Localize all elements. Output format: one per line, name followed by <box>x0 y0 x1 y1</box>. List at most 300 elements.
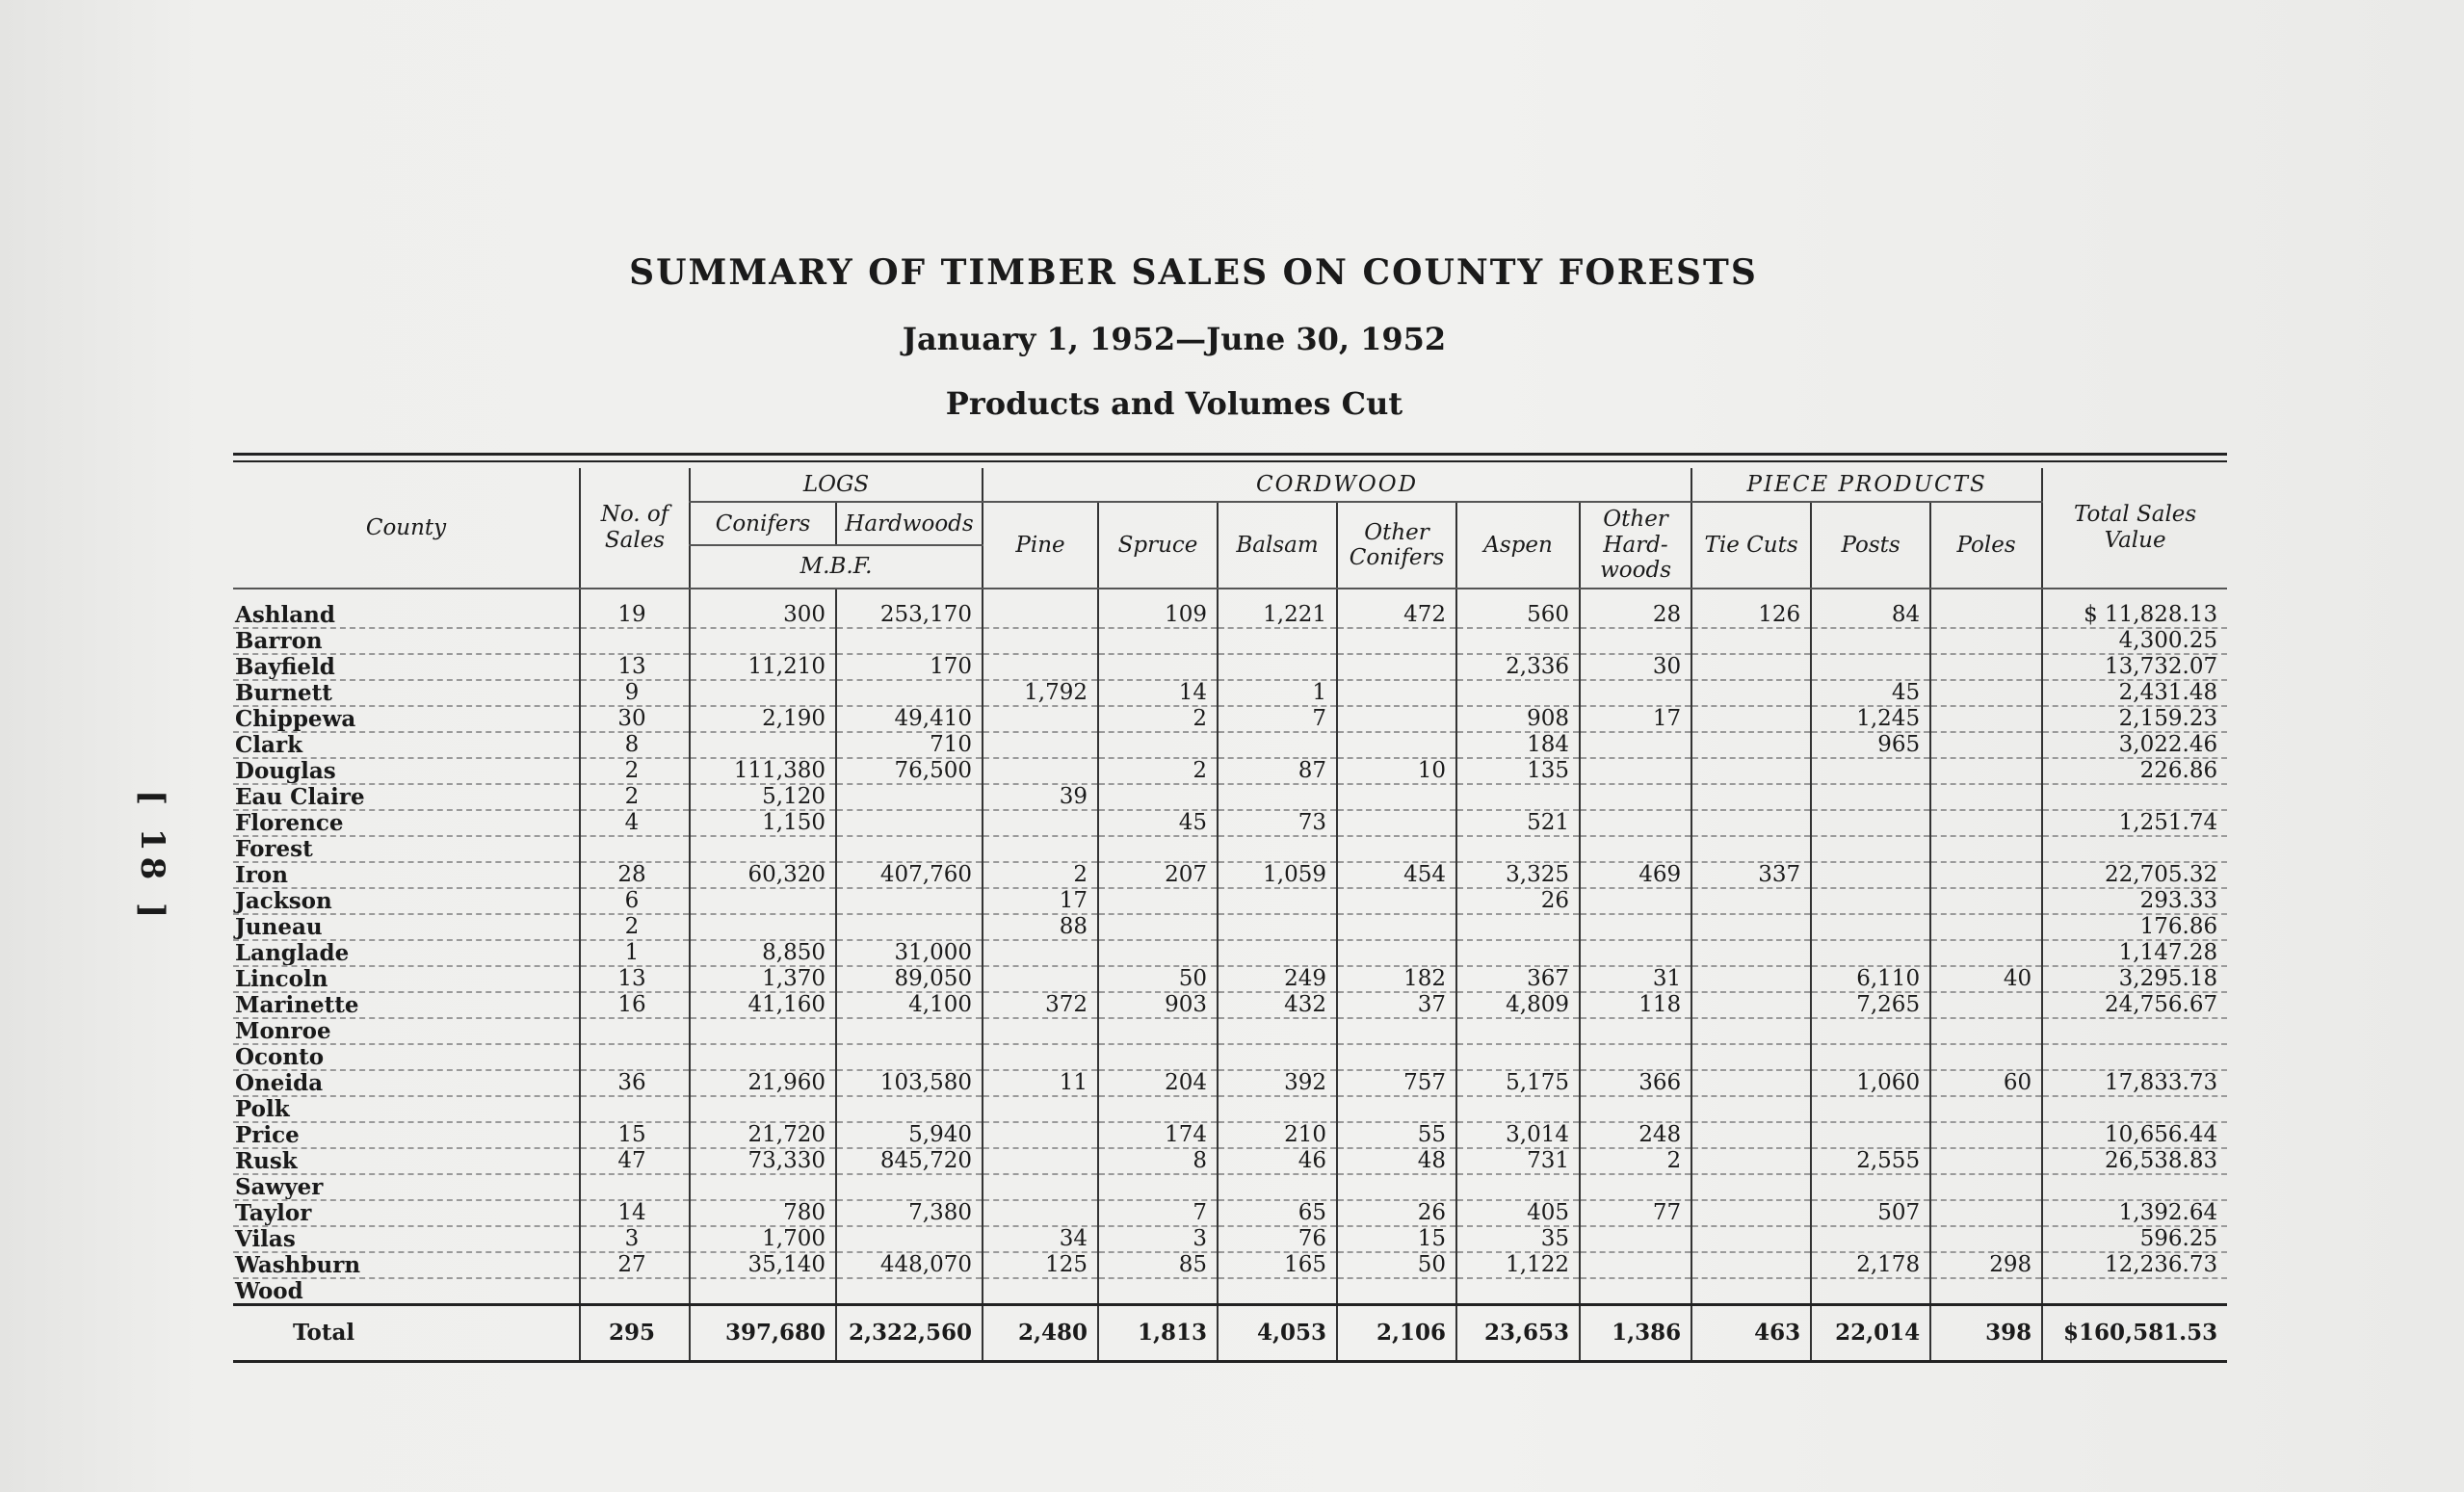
cell-log-conifers: 21,960 <box>690 1070 836 1096</box>
cell-poles <box>1930 1018 2042 1044</box>
cell-pine <box>983 1200 1098 1226</box>
cell-value: 293.33 <box>2042 888 2227 914</box>
cell-tie-cuts <box>1691 758 1811 784</box>
total-other-hardwoods: 1,386 <box>1580 1304 1691 1361</box>
cell-tie-cuts <box>1691 1044 1811 1070</box>
cell-sales: 2 <box>580 784 690 810</box>
cell-pine <box>983 1122 1098 1148</box>
cell-value <box>2042 1174 2227 1200</box>
table-row <box>233 1018 2227 1044</box>
cell-log-hardwoods <box>836 1096 983 1122</box>
cell-log-conifers: 73,330 <box>690 1148 836 1174</box>
cell-sales <box>580 628 690 654</box>
col-header-other-hardwoods: Other Hard- woods <box>1580 502 1691 588</box>
cell-log-hardwoods <box>836 1226 983 1252</box>
cell-posts <box>1811 862 1930 888</box>
cell-county: Price <box>233 1122 580 1148</box>
cell-other-hardwoods <box>1580 628 1691 654</box>
col-header-log-conifers: Conifers <box>690 502 836 545</box>
cell-aspen <box>1456 784 1580 810</box>
cell-posts <box>1811 1174 1930 1200</box>
cell-spruce <box>1098 1278 1218 1305</box>
cell-sales <box>580 1096 690 1122</box>
cell-poles <box>1930 1148 2042 1174</box>
cell-poles <box>1930 628 2042 654</box>
cell-posts: 2,555 <box>1811 1148 1930 1174</box>
cell-pine <box>983 940 1098 966</box>
top-double-rule-upper <box>233 453 2227 456</box>
cell-county: Ashland <box>233 589 580 628</box>
cell-value: 1,147.28 <box>2042 940 2227 966</box>
cell-pine <box>983 810 1098 836</box>
cell-spruce: 109 <box>1098 589 1218 628</box>
cell-log-hardwoods <box>836 1044 983 1070</box>
col-header-poles: Poles <box>1930 502 2042 588</box>
cell-log-hardwoods <box>836 810 983 836</box>
cell-log-conifers <box>690 1044 836 1070</box>
cell-pine <box>983 1018 1098 1044</box>
total-pine: 2,480 <box>983 1304 1098 1361</box>
table-row <box>233 589 2227 628</box>
cell-other-hardwoods: 2 <box>1580 1148 1691 1174</box>
cell-spruce: 2 <box>1098 706 1218 732</box>
table-row <box>233 732 2227 758</box>
cell-balsam <box>1218 1018 1337 1044</box>
cell-county: Florence <box>233 810 580 836</box>
table-row <box>233 1200 2227 1226</box>
cell-other-conifers <box>1337 914 1456 940</box>
cell-log-conifers <box>690 628 836 654</box>
total-sales: 295 <box>580 1304 690 1361</box>
cell-sales <box>580 1278 690 1305</box>
cell-other-conifers <box>1337 1174 1456 1200</box>
cell-tie-cuts <box>1691 1226 1811 1252</box>
table-row <box>233 862 2227 888</box>
total-spruce: 1,813 <box>1098 1304 1218 1361</box>
cell-log-hardwoods <box>836 836 983 862</box>
cell-balsam: 87 <box>1218 758 1337 784</box>
table-row <box>233 1226 2227 1252</box>
cell-posts: 507 <box>1811 1200 1930 1226</box>
cell-posts <box>1811 654 1930 680</box>
col-header-county: County <box>233 468 580 589</box>
cell-balsam <box>1218 1044 1337 1070</box>
cell-aspen: 1,122 <box>1456 1252 1580 1278</box>
cell-sales: 14 <box>580 1200 690 1226</box>
table-row <box>233 888 2227 914</box>
cell-other-hardwoods: 469 <box>1580 862 1691 888</box>
cell-log-hardwoods: 7,380 <box>836 1200 983 1226</box>
cell-posts: 965 <box>1811 732 1930 758</box>
cell-tie-cuts <box>1691 810 1811 836</box>
cell-other-hardwoods <box>1580 836 1691 862</box>
cell-tie-cuts <box>1691 628 1811 654</box>
cell-tie-cuts <box>1691 940 1811 966</box>
cell-posts <box>1811 940 1930 966</box>
cell-county: Juneau <box>233 914 580 940</box>
cell-poles <box>1930 589 2042 628</box>
cell-spruce <box>1098 1174 1218 1200</box>
cell-sales: 19 <box>580 589 690 628</box>
cell-other-hardwoods <box>1580 1096 1691 1122</box>
cell-aspen: 184 <box>1456 732 1580 758</box>
cell-balsam <box>1218 940 1337 966</box>
cell-spruce <box>1098 1096 1218 1122</box>
cell-aspen: 135 <box>1456 758 1580 784</box>
cell-poles <box>1930 654 2042 680</box>
cell-other-conifers: 10 <box>1337 758 1456 784</box>
cell-spruce: 45 <box>1098 810 1218 836</box>
cell-posts <box>1811 1278 1930 1305</box>
document-subtitle: Products and Volumes Cut <box>945 385 1403 422</box>
cell-poles <box>1930 758 2042 784</box>
cell-other-conifers <box>1337 1044 1456 1070</box>
page-number: [ 18 ] <box>133 790 171 925</box>
cell-log-conifers: 60,320 <box>690 862 836 888</box>
cell-aspen: 908 <box>1456 706 1580 732</box>
cell-log-hardwoods: 89,050 <box>836 966 983 992</box>
cell-spruce: 2 <box>1098 758 1218 784</box>
cell-other-hardwoods <box>1580 914 1691 940</box>
cell-aspen <box>1456 940 1580 966</box>
cell-spruce <box>1098 1018 1218 1044</box>
cell-tie-cuts <box>1691 732 1811 758</box>
cell-log-conifers: 780 <box>690 1200 836 1226</box>
cell-aspen: 521 <box>1456 810 1580 836</box>
cell-aspen: 4,809 <box>1456 992 1580 1018</box>
cell-other-conifers <box>1337 836 1456 862</box>
cell-poles <box>1930 914 2042 940</box>
cell-log-conifers: 111,380 <box>690 758 836 784</box>
cell-tie-cuts: 126 <box>1691 589 1811 628</box>
cell-spruce: 3 <box>1098 1226 1218 1252</box>
cell-county: Marinette <box>233 992 580 1018</box>
group-header-cordwood: CORDWOOD <box>983 468 1691 502</box>
cell-tie-cuts <box>1691 1018 1811 1044</box>
cell-other-conifers: 48 <box>1337 1148 1456 1174</box>
cell-balsam: 65 <box>1218 1200 1337 1226</box>
cell-balsam: 392 <box>1218 1070 1337 1096</box>
cell-posts <box>1811 914 1930 940</box>
cell-balsam: 76 <box>1218 1226 1337 1252</box>
table-row <box>233 940 2227 966</box>
cell-pine: 11 <box>983 1070 1098 1096</box>
cell-aspen: 5,175 <box>1456 1070 1580 1096</box>
cell-other-conifers <box>1337 732 1456 758</box>
cell-log-hardwoods <box>836 1278 983 1305</box>
group-header-piece-products: PIECE PRODUCTS <box>1691 468 2042 502</box>
cell-aspen <box>1456 1174 1580 1200</box>
cell-other-conifers <box>1337 1096 1456 1122</box>
cell-sales: 2 <box>580 914 690 940</box>
cell-other-conifers: 454 <box>1337 862 1456 888</box>
cell-aspen: 35 <box>1456 1226 1580 1252</box>
cell-balsam: 1 <box>1218 680 1337 706</box>
cell-other-hardwoods: 30 <box>1580 654 1691 680</box>
cell-value: 1,251.74 <box>2042 810 2227 836</box>
cell-county: Langlade <box>233 940 580 966</box>
table-row <box>233 758 2227 784</box>
cell-other-hardwoods: 77 <box>1580 1200 1691 1226</box>
cell-aspen <box>1456 680 1580 706</box>
cell-sales: 3 <box>580 1226 690 1252</box>
cell-log-hardwoods: 76,500 <box>836 758 983 784</box>
cell-pine <box>983 1096 1098 1122</box>
cell-poles <box>1930 1044 2042 1070</box>
table-row <box>233 1278 2227 1305</box>
cell-aspen: 2,336 <box>1456 654 1580 680</box>
cell-spruce: 14 <box>1098 680 1218 706</box>
cell-log-hardwoods <box>836 680 983 706</box>
cell-county: Oconto <box>233 1044 580 1070</box>
cell-pine: 88 <box>983 914 1098 940</box>
cell-log-conifers <box>690 836 836 862</box>
cell-value: 226.86 <box>2042 758 2227 784</box>
cell-log-conifers <box>690 1018 836 1044</box>
cell-pine: 34 <box>983 1226 1098 1252</box>
cell-log-conifers <box>690 914 836 940</box>
cell-poles: 40 <box>1930 966 2042 992</box>
cell-log-hardwoods <box>836 784 983 810</box>
cell-poles <box>1930 706 2042 732</box>
cell-poles <box>1930 680 2042 706</box>
cell-sales: 8 <box>580 732 690 758</box>
cell-pine <box>983 966 1098 992</box>
cell-posts <box>1811 1096 1930 1122</box>
cell-balsam <box>1218 784 1337 810</box>
cell-county: Jackson <box>233 888 580 914</box>
cell-other-hardwoods <box>1580 1018 1691 1044</box>
cell-sales: 4 <box>580 810 690 836</box>
cell-aspen <box>1456 914 1580 940</box>
cell-aspen: 26 <box>1456 888 1580 914</box>
cell-sales: 27 <box>580 1252 690 1278</box>
cell-pine: 372 <box>983 992 1098 1018</box>
cell-other-conifers <box>1337 706 1456 732</box>
cell-poles <box>1930 784 2042 810</box>
cell-pine: 17 <box>983 888 1098 914</box>
cell-other-conifers <box>1337 784 1456 810</box>
table-body <box>233 589 2227 1362</box>
cell-poles <box>1930 836 2042 862</box>
cell-sales: 15 <box>580 1122 690 1148</box>
cell-aspen: 731 <box>1456 1148 1580 1174</box>
cell-value: 4,300.25 <box>2042 628 2227 654</box>
cell-log-conifers: 1,700 <box>690 1226 836 1252</box>
cell-log-hardwoods: 407,760 <box>836 862 983 888</box>
cell-posts <box>1811 836 1930 862</box>
cell-aspen <box>1456 1278 1580 1305</box>
cell-county: Oneida <box>233 1070 580 1096</box>
cell-balsam: 1,221 <box>1218 589 1337 628</box>
cell-log-hardwoods: 448,070 <box>836 1252 983 1278</box>
table-row <box>233 1174 2227 1200</box>
cell-log-conifers: 41,160 <box>690 992 836 1018</box>
col-header-posts: Posts <box>1811 502 1930 588</box>
cell-pine <box>983 758 1098 784</box>
cell-other-hardwoods: 366 <box>1580 1070 1691 1096</box>
total-other-conifers: 2,106 <box>1337 1304 1456 1361</box>
cell-county: Monroe <box>233 1018 580 1044</box>
cell-balsam: 249 <box>1218 966 1337 992</box>
cell-county: Vilas <box>233 1226 580 1252</box>
cell-pine <box>983 1174 1098 1200</box>
cell-balsam <box>1218 628 1337 654</box>
total-balsam: 4,053 <box>1218 1304 1337 1361</box>
cell-balsam <box>1218 732 1337 758</box>
cell-log-conifers <box>690 732 836 758</box>
cell-county: Rusk <box>233 1148 580 1174</box>
cell-log-hardwoods <box>836 1174 983 1200</box>
cell-log-conifers <box>690 1096 836 1122</box>
cell-posts <box>1811 628 1930 654</box>
cell-value <box>2042 836 2227 862</box>
cell-poles <box>1930 862 2042 888</box>
cell-county: Taylor <box>233 1200 580 1226</box>
cell-log-conifers: 8,850 <box>690 940 836 966</box>
total-county: Total <box>233 1304 580 1361</box>
cell-other-hardwoods <box>1580 1174 1691 1200</box>
cell-tie-cuts <box>1691 706 1811 732</box>
cell-tie-cuts: 337 <box>1691 862 1811 888</box>
cell-spruce: 7 <box>1098 1200 1218 1226</box>
cell-pine <box>983 706 1098 732</box>
cell-pine: 125 <box>983 1252 1098 1278</box>
cell-other-conifers: 182 <box>1337 966 1456 992</box>
group-header-logs: LOGS <box>690 468 983 502</box>
cell-balsam <box>1218 1096 1337 1122</box>
cell-balsam <box>1218 654 1337 680</box>
cell-posts: 6,110 <box>1811 966 1930 992</box>
cell-posts <box>1811 1018 1930 1044</box>
cell-posts <box>1811 888 1930 914</box>
cell-aspen <box>1456 628 1580 654</box>
cell-tie-cuts <box>1691 966 1811 992</box>
cell-posts <box>1811 784 1930 810</box>
total-value: $160,581.53 <box>2042 1304 2227 1361</box>
cell-other-conifers <box>1337 628 1456 654</box>
col-header-sales: No. of Sales <box>580 468 690 589</box>
cell-pine: 2 <box>983 862 1098 888</box>
cell-poles <box>1930 1200 2042 1226</box>
cell-tie-cuts <box>1691 1148 1811 1174</box>
cell-log-hardwoods <box>836 628 983 654</box>
total-log-conifers: 397,680 <box>690 1304 836 1361</box>
table-row <box>233 1096 2227 1122</box>
cell-log-hardwoods: 49,410 <box>836 706 983 732</box>
cell-tie-cuts <box>1691 784 1811 810</box>
cell-posts: 84 <box>1811 589 1930 628</box>
cell-sales: 28 <box>580 862 690 888</box>
cell-poles: 60 <box>1930 1070 2042 1096</box>
cell-value: 24,756.67 <box>2042 992 2227 1018</box>
cell-other-hardwoods <box>1580 784 1691 810</box>
cell-county: Burnett <box>233 680 580 706</box>
col-header-pine: Pine <box>983 502 1098 588</box>
cell-county: Bayfield <box>233 654 580 680</box>
cell-balsam: 7 <box>1218 706 1337 732</box>
cell-tie-cuts <box>1691 1200 1811 1226</box>
cell-county: Douglas <box>233 758 580 784</box>
cell-posts: 45 <box>1811 680 1930 706</box>
cell-county: Clark <box>233 732 580 758</box>
cell-pine <box>983 589 1098 628</box>
cell-pine <box>983 628 1098 654</box>
cell-value: 12,236.73 <box>2042 1252 2227 1278</box>
cell-aspen <box>1456 1018 1580 1044</box>
cell-value: 17,833.73 <box>2042 1070 2227 1096</box>
cell-log-hardwoods: 170 <box>836 654 983 680</box>
col-header-balsam: Balsam <box>1218 502 1337 588</box>
cell-county: Eau Claire <box>233 784 580 810</box>
total-aspen: 23,653 <box>1456 1304 1580 1361</box>
cell-balsam: 1,059 <box>1218 862 1337 888</box>
total-tie-cuts: 463 <box>1691 1304 1811 1361</box>
cell-other-conifers: 757 <box>1337 1070 1456 1096</box>
cell-value: 2,431.48 <box>2042 680 2227 706</box>
table-row <box>233 1122 2227 1148</box>
cell-county: Sawyer <box>233 1174 580 1200</box>
cell-value: 3,295.18 <box>2042 966 2227 992</box>
cell-value: 13,732.07 <box>2042 654 2227 680</box>
cell-value <box>2042 784 2227 810</box>
cell-log-conifers: 1,370 <box>690 966 836 992</box>
cell-balsam: 210 <box>1218 1122 1337 1148</box>
cell-tie-cuts <box>1691 1278 1811 1305</box>
cell-balsam: 165 <box>1218 1252 1337 1278</box>
cell-spruce: 903 <box>1098 992 1218 1018</box>
col-header-mbf: M.B.F. <box>690 545 983 589</box>
cell-other-hardwoods <box>1580 810 1691 836</box>
cell-spruce: 50 <box>1098 966 1218 992</box>
cell-sales: 1 <box>580 940 690 966</box>
cell-tie-cuts <box>1691 914 1811 940</box>
table-row <box>233 1044 2227 1070</box>
cell-poles <box>1930 732 2042 758</box>
cell-posts <box>1811 1122 1930 1148</box>
cell-log-conifers: 300 <box>690 589 836 628</box>
cell-value: 10,656.44 <box>2042 1122 2227 1148</box>
cell-balsam: 46 <box>1218 1148 1337 1174</box>
cell-balsam <box>1218 1278 1337 1305</box>
cell-county: Lincoln <box>233 966 580 992</box>
cell-posts: 1,245 <box>1811 706 1930 732</box>
cell-log-conifers: 5,120 <box>690 784 836 810</box>
cell-posts <box>1811 758 1930 784</box>
cell-balsam <box>1218 1174 1337 1200</box>
cell-sales: 6 <box>580 888 690 914</box>
cell-posts <box>1811 810 1930 836</box>
cell-sales: 9 <box>580 680 690 706</box>
cell-sales: 13 <box>580 654 690 680</box>
cell-log-conifers <box>690 888 836 914</box>
cell-other-hardwoods <box>1580 1252 1691 1278</box>
cell-other-conifers <box>1337 680 1456 706</box>
cell-spruce <box>1098 628 1218 654</box>
cell-other-conifers: 26 <box>1337 1200 1456 1226</box>
table-row <box>233 654 2227 680</box>
cell-value <box>2042 1096 2227 1122</box>
cell-sales: 13 <box>580 966 690 992</box>
cell-poles <box>1930 1278 2042 1305</box>
cell-value <box>2042 1278 2227 1305</box>
cell-tie-cuts <box>1691 1096 1811 1122</box>
cell-sales: 36 <box>580 1070 690 1096</box>
table-row <box>233 680 2227 706</box>
cell-poles <box>1930 940 2042 966</box>
cell-balsam <box>1218 914 1337 940</box>
cell-log-hardwoods: 5,940 <box>836 1122 983 1148</box>
